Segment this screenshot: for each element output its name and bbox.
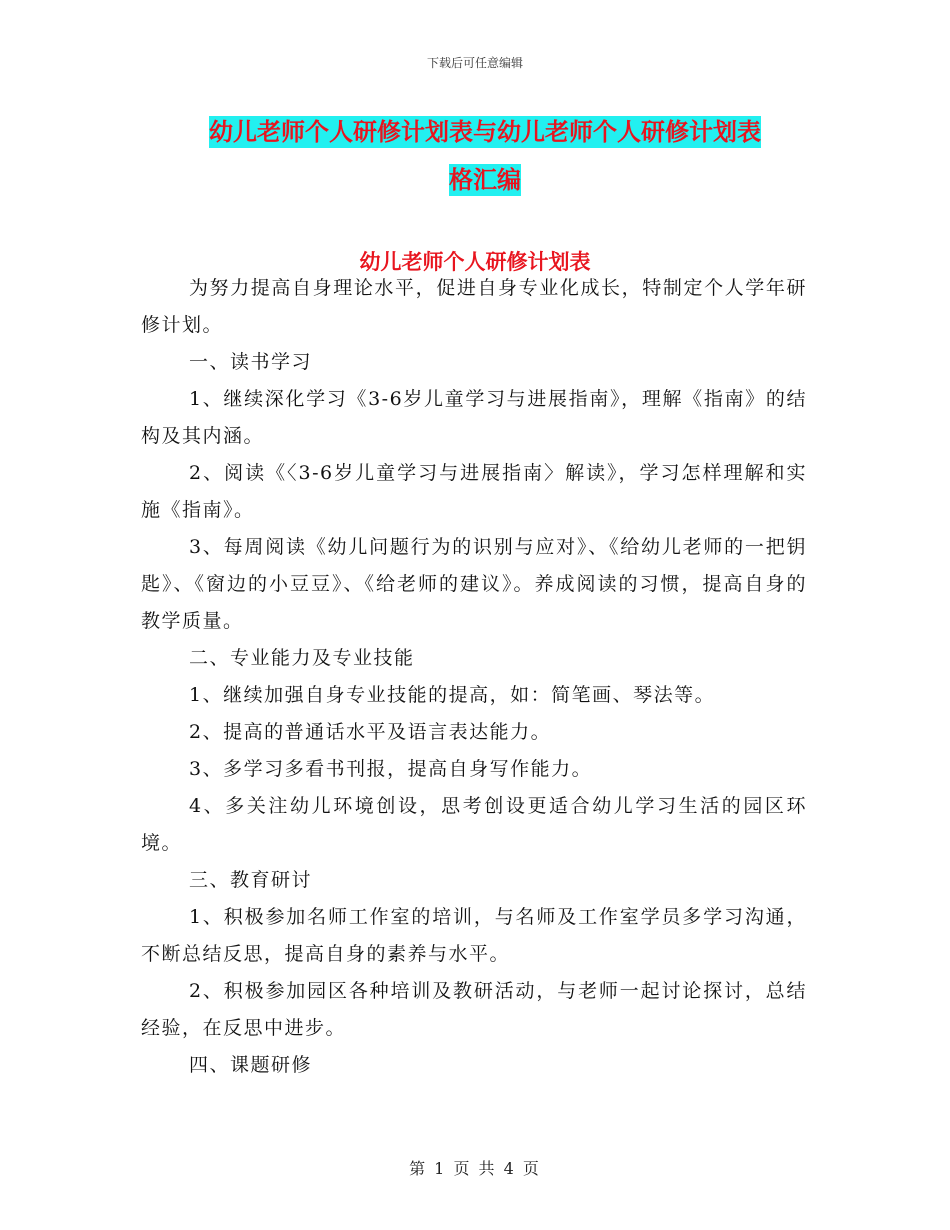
heading-skills: 二、专业能力及专业技能 bbox=[189, 647, 415, 669]
document-title-line-1: 幼儿老师个人研修计划表与幼儿老师个人研修计划表 bbox=[209, 118, 761, 146]
document-title bbox=[140, 108, 830, 204]
heading-project: 四、课题研修 bbox=[189, 1054, 313, 1076]
section-title: 幼儿老师个人研修计划表 bbox=[359, 250, 591, 274]
page-number: 第 1 页 共 4 页 bbox=[409, 1159, 541, 1178]
document-title-line-2: 格汇编 bbox=[449, 166, 521, 194]
skills-item-4: 4、多关注幼儿环境创设，思考创设更适合幼儿学习生活的园区环境。 bbox=[141, 795, 807, 854]
heading-reading: 一、读书学习 bbox=[189, 351, 313, 373]
skills-item-1: 1、继续加强自身专业技能的提高，如：简笔画、琴法等。 bbox=[189, 684, 716, 706]
reading-item-2: 2、阅读《〈3-6岁儿童学习与进展指南〉解读》，学习怎样理解和实施《指南》。 bbox=[141, 462, 807, 521]
intro-paragraph: 为努力提高自身理论水平，促进自身专业化成长，特制定个人学年研修计划。 bbox=[141, 277, 807, 336]
document-body bbox=[141, 270, 807, 1084]
skills-item-3: 3、多学习多看书刊报，提高自身写作能力。 bbox=[189, 758, 593, 780]
reading-item-3: 3、每周阅读《幼儿问题行为的识别与应对》、《给幼儿老师的一把钥匙》、《窗边的小豆豆》、《给老师的建议》。养成阅读的习惯，提高自身的教学质量。 bbox=[141, 536, 807, 632]
heading-research: 三、教育研讨 bbox=[189, 869, 313, 891]
research-item-2: 2、积极参加园区各种培训及教研活动，与老师一起讨论探讨，总结经验，在反思中进步。 bbox=[141, 980, 807, 1039]
skills-item-2: 2、提高的普通话水平及语言表达能力。 bbox=[189, 721, 552, 743]
page-header-note: 下载后可任意编辑 bbox=[426, 56, 523, 70]
reading-item-1: 1、继续深化学习《3-6岁儿童学习与进展指南》，理解《指南》的结构及其内涵。 bbox=[141, 388, 807, 447]
research-item-1: 1、积极参加名师工作室的培训，与名师及工作室学员多学习沟通，不断总结反思，提高自身的素养与水平。 bbox=[141, 906, 807, 965]
